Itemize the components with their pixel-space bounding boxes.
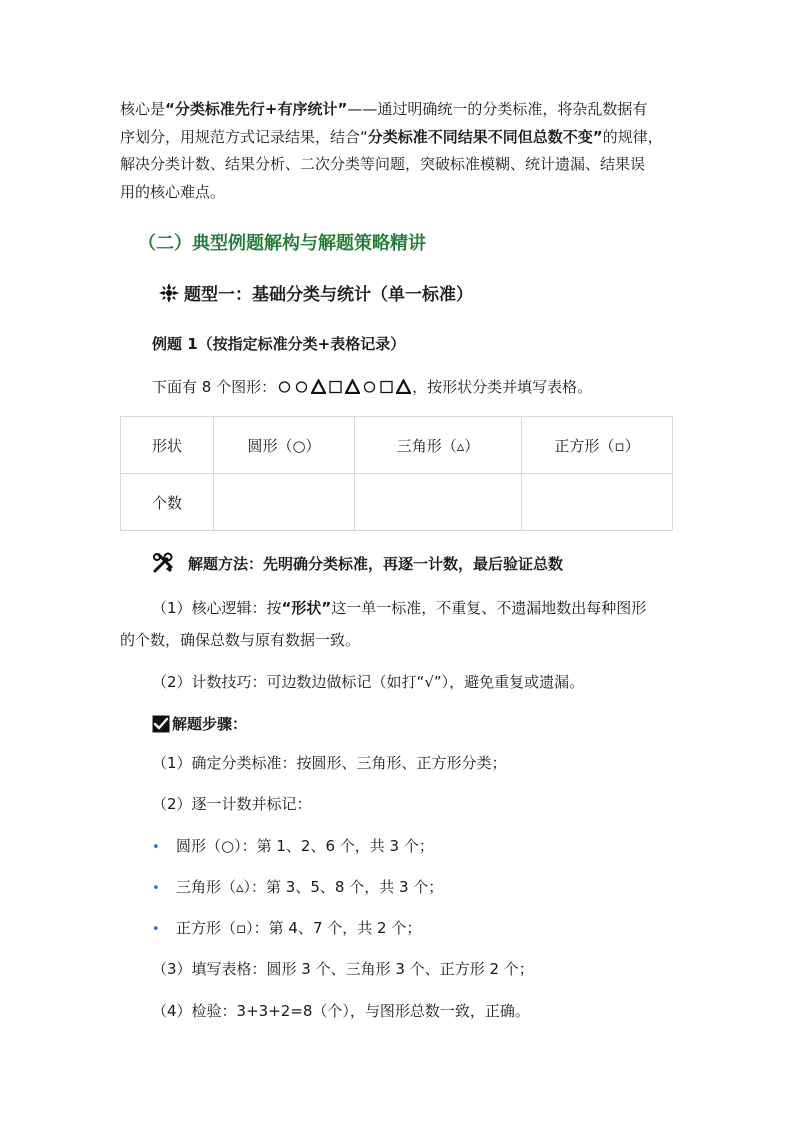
intro-line-3: 解决分类计数、结果分析、二次分类等问题，突破标准模糊、统计遗漏、结果误	[120, 155, 646, 173]
method-tip: （2）计数技巧：可边数边做标记（如打“√”），避免重复或遗漏。	[152, 673, 585, 691]
puzzle-icon	[158, 282, 180, 304]
step-3: （3）填写表格：圆形 3 个、三角形 3 个、正方形 2 个；	[152, 960, 534, 978]
step-1: （1）确定分类标准：按圆形、三角形、正方形分类；	[152, 754, 507, 772]
table-row-label: 个数	[121, 474, 214, 531]
circle-shape-icon	[362, 379, 377, 394]
intro-text: 序划分，用规范方式记录结果，结合“	[120, 127, 368, 146]
table-cell	[522, 474, 673, 531]
example-desc-before: 下面有 8 个图形：	[152, 378, 277, 396]
table-header-row	[121, 417, 673, 474]
square-shape-icon	[379, 379, 394, 394]
method-logic-line-2: 的个数，确保总数与原有数据一致。	[120, 631, 361, 649]
intro-bold-text: “分类标准先行+有序统计”	[165, 100, 348, 118]
example-title: 例题 1（按指定标准分类+表格记录）	[152, 335, 406, 353]
list-item-text: 正方形（▫）：第 4、7 个，共 2 个；	[176, 919, 422, 937]
bullet-dot-icon: •	[152, 881, 160, 896]
method-bold-text: “形状”	[281, 599, 332, 617]
step-2: （2）逐一计数并标记：	[152, 795, 312, 813]
table-cell	[214, 474, 355, 531]
list-item	[152, 876, 443, 897]
triangle-shape-icon	[311, 379, 326, 394]
type-heading-text: 题型一：基础分类与统计（单一标准）	[184, 285, 473, 305]
intro-text: 核心是	[120, 100, 166, 118]
method-logic-line-1	[152, 597, 646, 618]
triangle-shape-icon	[396, 379, 411, 394]
square-shape-icon	[328, 379, 343, 394]
steps-heading	[152, 713, 247, 734]
method-title: 解题方法：先明确分类标准，再逐一计数，最后验证总数	[188, 554, 564, 573]
method-heading	[152, 552, 563, 574]
intro-text: 的规律，	[602, 127, 663, 146]
example-desc-after: ，按形状分类并填写表格。	[412, 378, 593, 396]
list-item-text: 圆形（○）：第 1、2、6 个，共 3 个；	[176, 837, 434, 855]
intro-line-2	[120, 124, 680, 152]
tools-icon	[152, 552, 174, 574]
list-item	[152, 835, 434, 856]
table-row	[121, 474, 673, 531]
table-header-cell: 圆形（○）	[214, 417, 355, 474]
intro-line-1	[120, 96, 680, 124]
intro-text: ——通过明确统一的分类标准，将杂乱数据有	[347, 100, 648, 118]
step-4: （4）检验：3+3+2=8（个），与图形总数一致，正确。	[152, 1002, 530, 1020]
classification-table	[120, 416, 673, 531]
bullet-dot-icon: •	[152, 922, 160, 937]
bullet-dot-icon: •	[152, 840, 160, 855]
section-heading: （二）典型例题解构与解题策略精讲	[138, 233, 426, 254]
example-description	[152, 376, 592, 397]
shape-sequence	[277, 379, 411, 394]
method-text: 这一单一标准，不重复、不遗漏地数出每种图形	[331, 599, 647, 617]
circle-shape-icon	[294, 379, 309, 394]
list-item	[152, 917, 421, 938]
circle-shape-icon	[277, 379, 292, 394]
table-cell	[355, 474, 522, 531]
type-heading	[158, 280, 473, 305]
intro-paragraph	[120, 96, 680, 206]
table-header-cell: 三角形（▵）	[355, 417, 522, 474]
intro-line-4: 用的核心难点。	[120, 182, 226, 201]
method-text: （1）核心逻辑：按	[152, 599, 282, 617]
table-header-cell: 正方形（▫）	[522, 417, 673, 474]
checkbox-checked-icon	[152, 715, 170, 733]
triangle-shape-icon	[345, 379, 360, 394]
intro-bold-text: 分类标准不同结果不同但总数不变”	[367, 127, 603, 146]
table-header-cell: 形状	[121, 417, 214, 474]
steps-title: 解题步骤：	[172, 715, 248, 733]
list-item-text: 三角形（▵）：第 3、5、8 个，共 3 个；	[176, 878, 444, 896]
